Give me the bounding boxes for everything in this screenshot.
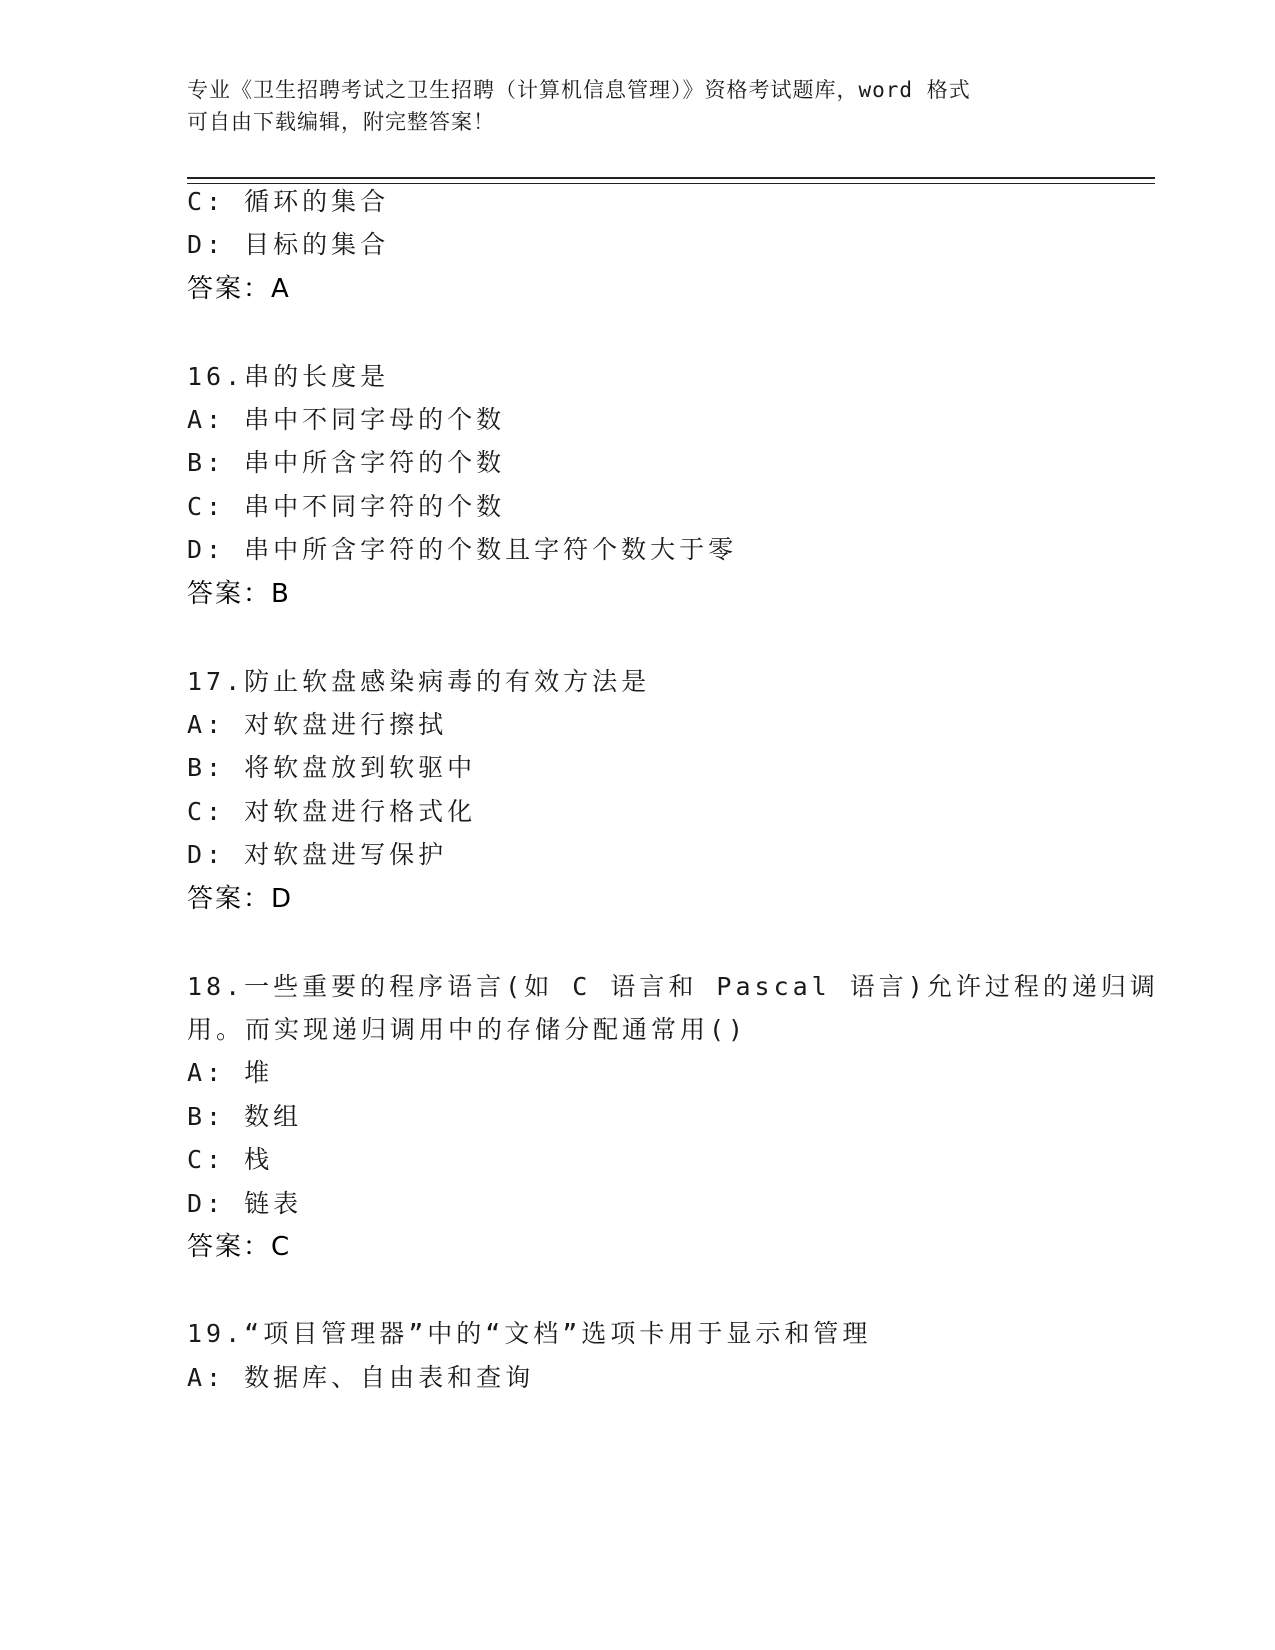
q18-question-line-2: 用。而实现递归调用中的存储分配通常用() — [187, 1015, 748, 1044]
q15-option-d: D: 目标的集合 — [187, 230, 390, 259]
q19-question: 19.“项目管理器”中的“文档”选项卡用于显示和管理 — [187, 1319, 872, 1348]
q17-option-c: C: 对软盘进行格式化 — [187, 797, 477, 826]
q17-option-a: A: 对软盘进行擦拭 — [187, 710, 448, 739]
q17-option-b: B: 将软盘放到软驱中 — [187, 753, 477, 782]
q15-answer: 答案：A — [187, 274, 291, 304]
q17-answer: 答案：D — [187, 884, 294, 914]
q16-option-b: B: 串中所含字符的个数 — [187, 448, 506, 477]
header-title-line-2: 可自由下载编辑，附完整答案！ — [187, 110, 495, 134]
q17-question: 17.防止软盘感染病毒的有效方法是 — [187, 667, 651, 696]
q18-option-b: B: 数组 — [187, 1102, 303, 1131]
q16-answer: 答案：B — [187, 579, 291, 609]
q18-option-c: C: 栈 — [187, 1145, 274, 1174]
header-divider — [187, 177, 1155, 184]
q15-option-c: C: 循环的集合 — [187, 187, 390, 216]
q18-question-line-1: 18.一些重要的程序语言(如 C 语言和 Pascal 语言)允许过程的递归调 — [187, 972, 1159, 1001]
q16-option-d: D: 串中所含字符的个数且字符个数大于零 — [187, 535, 738, 564]
q16-option-c: C: 串中不同字符的个数 — [187, 492, 506, 521]
q17-option-d: D: 对软盘进写保护 — [187, 840, 448, 869]
q18-option-a: A: 堆 — [187, 1058, 274, 1087]
q16-option-a: A: 串中不同字母的个数 — [187, 405, 506, 434]
q16-question: 16.串的长度是 — [187, 362, 390, 391]
document-header — [187, 74, 1087, 138]
q18-option-d: D: 链表 — [187, 1189, 303, 1218]
q18-answer: 答案：C — [187, 1232, 292, 1262]
header-title-line-1: 专业《卫生招聘考试之卫生招聘（计算机信息管理）》资格考试题库，word 格式 — [187, 78, 971, 102]
q19-option-a: A: 数据库、自由表和查询 — [187, 1363, 535, 1392]
